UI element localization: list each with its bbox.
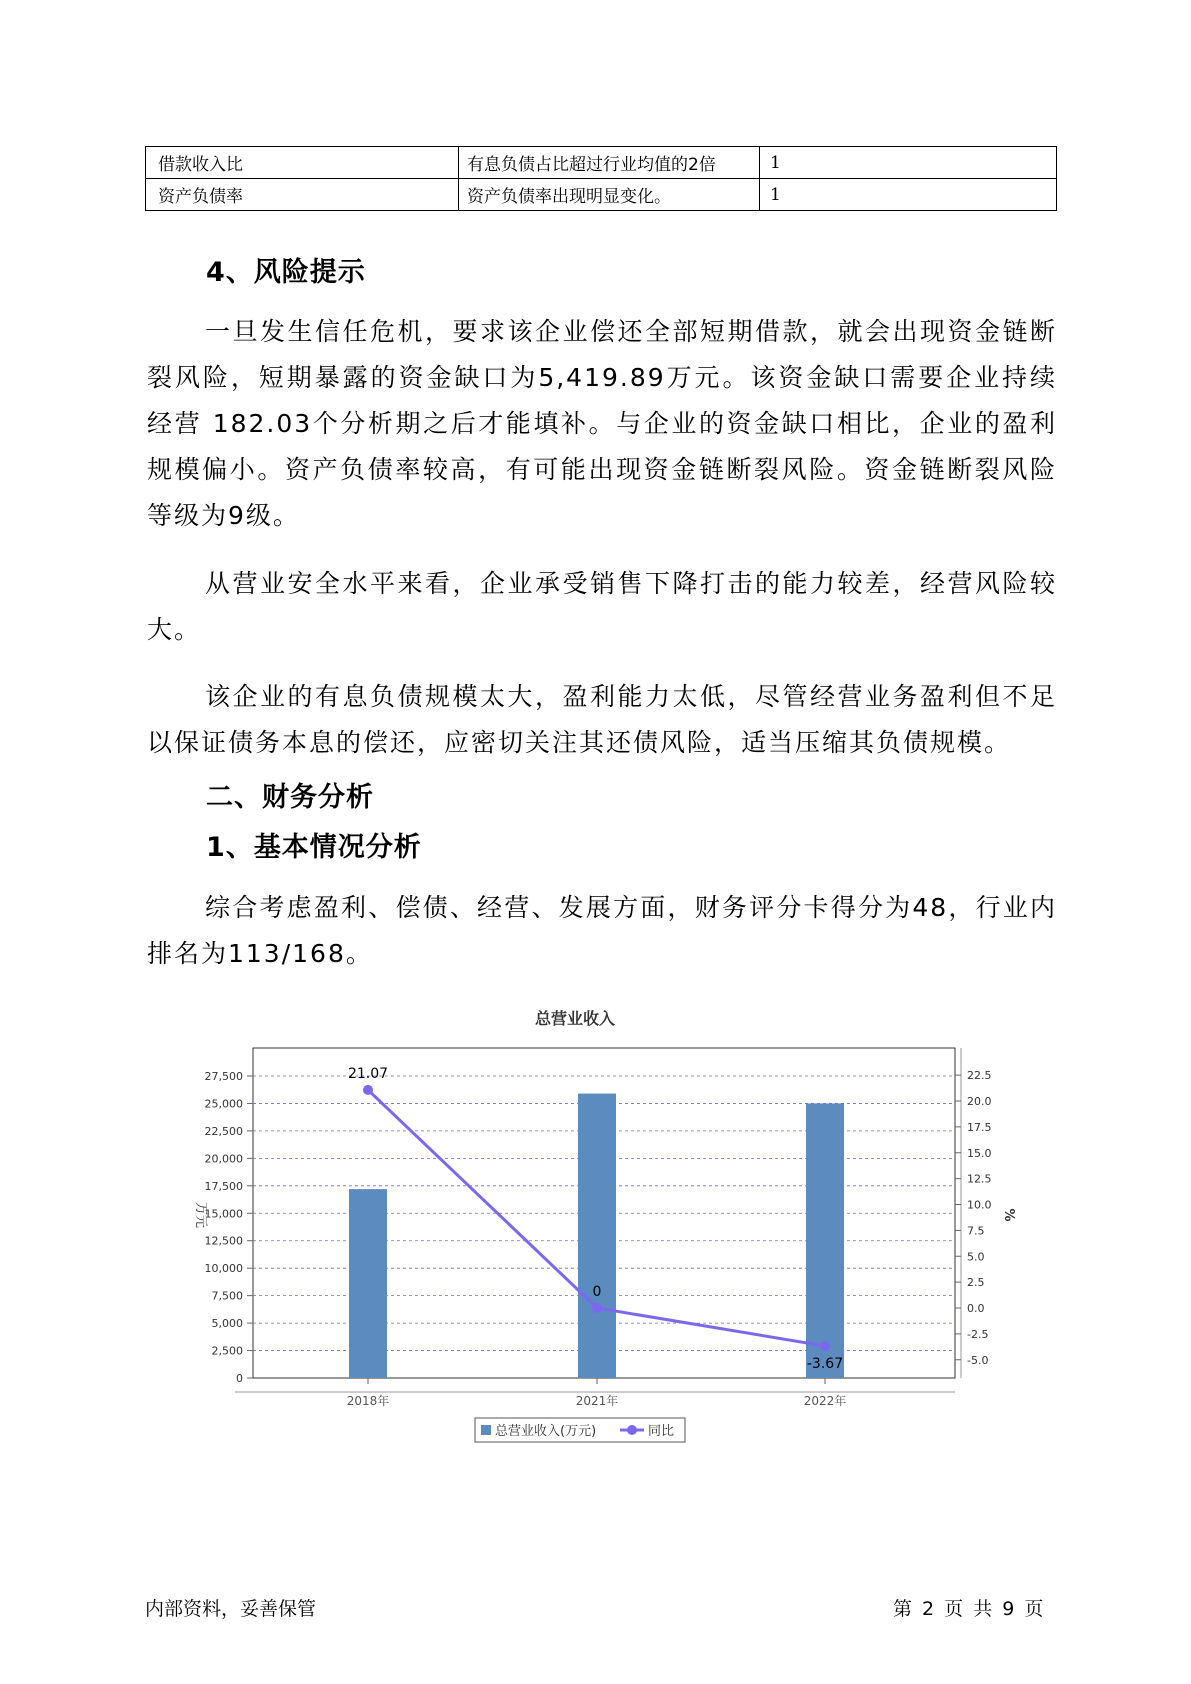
finance-heading: 二、财务分析	[206, 782, 374, 813]
y-right-tick-label: 12.5	[967, 1172, 992, 1186]
legend-swatch-bar	[481, 1425, 491, 1435]
y-right-tick-label: 20.0	[967, 1095, 992, 1108]
table-cell-value: 1	[760, 179, 1057, 211]
basic-analysis-heading: 1、基本情况分析	[206, 832, 422, 863]
risk-paragraph-2: 从营业安全水平来看，企业承受销售下降打击的能力较差，经营风险较大。	[147, 569, 1057, 644]
line-point-yoy	[592, 1303, 602, 1313]
y-tick-label: 7,500	[211, 1289, 243, 1303]
x-tick-label: 2018年	[346, 1394, 390, 1408]
y-right-tick-label: 10.0	[967, 1198, 992, 1212]
y-right-tick-label: -2.5	[967, 1327, 989, 1341]
line-point-yoy	[820, 1341, 830, 1351]
y-right-tick-label: -5.0	[967, 1353, 989, 1367]
basic-analysis-paragraph: 综合考虑盈利、偿债、经营、发展方面，财务评分卡得分为48，行业内排名为113/168。	[147, 893, 1057, 968]
x-tick-label: 2021年	[575, 1394, 619, 1408]
y-right-tick-label: 7.5	[967, 1224, 985, 1238]
bar-total-revenue	[349, 1189, 387, 1378]
footer-page-number: 第 2 页 共 9 页	[893, 1598, 1044, 1620]
y-tick-label: 0	[236, 1372, 243, 1385]
y-tick-label: 27,500	[204, 1070, 243, 1083]
y-right-tick-label: 22.5	[967, 1069, 992, 1083]
line-point-yoy	[363, 1085, 373, 1095]
table-cell-description: 资产负债率出现明显变化。	[459, 179, 760, 211]
y-right-tick-label: 0.0	[967, 1302, 985, 1315]
y-right-tick-label: 17.5	[967, 1120, 992, 1134]
revenue-chart	[175, 1000, 1016, 1460]
risk-paragraph-3: 该企业的有息负债规模太大，盈利能力太低，尽管经营业务盈利但不足以保证债务本息的偿还，应密切关注其还债风险，适当压缩其负债规模。	[147, 682, 1057, 757]
legend-swatch-point	[627, 1425, 637, 1435]
footer-confidential-note: 内部资料，妥善保管	[145, 1598, 317, 1620]
data-label-yoy: 0	[592, 1284, 602, 1300]
chart-title: 总营业收入	[534, 1009, 616, 1028]
y-tick-label: 2,500	[211, 1344, 243, 1358]
data-label-yoy: 21.07	[347, 1065, 389, 1082]
y-right-tick-label: 5.0	[967, 1250, 985, 1264]
table-cell-indicator: 借款收入比	[146, 147, 459, 179]
table-row	[146, 147, 1057, 179]
bar-total-revenue	[578, 1094, 616, 1378]
risk-paragraph-1: 一旦发生信任危机，要求该企业偿还全部短期借款，就会出现资金链断裂风险，短期暴露的资金缺口为5,419.89万元。该资金缺口需要企业持续经营 182.03个分析期之后才能填补。与企业的资金缺口相比，企业的盈利规模偏小。资产负债率较高，有可能出现资金链断裂风险。资金链断裂风险等级为9级。	[147, 317, 1057, 530]
y-right-tick-label: 15.0	[967, 1146, 992, 1160]
table-row	[146, 179, 1057, 211]
table-cell-description: 有息负债占比超过行业均值的2倍	[459, 147, 760, 179]
table-cell-indicator: 资产负债率	[146, 179, 459, 211]
y-tick-label: 22,500	[204, 1124, 243, 1138]
y-tick-label: 12,500	[204, 1234, 243, 1248]
y-tick-label: 25,000	[204, 1097, 243, 1111]
legend-label-bar: 总营业收入(万元)	[495, 1424, 597, 1439]
legend-label-line: 同比	[648, 1424, 675, 1439]
indicator-table	[145, 146, 1057, 211]
table-cell-value: 1	[760, 147, 1057, 179]
y-tick-label: 20,000	[204, 1152, 243, 1166]
y-tick-label: 5,000	[211, 1317, 243, 1331]
y-tick-label: 17,500	[204, 1179, 243, 1193]
x-tick-label: 2022年	[803, 1394, 847, 1408]
y-axis-right-label: %	[1001, 1208, 1016, 1222]
y-right-tick-label: 2.5	[967, 1276, 985, 1290]
y-tick-label: 15,000	[204, 1207, 243, 1221]
data-label-yoy: -3.67	[806, 1355, 844, 1372]
y-axis-label: 万元	[193, 1201, 208, 1229]
risk-heading: 4、风险提示	[206, 257, 366, 288]
y-tick-label: 10,000	[204, 1262, 243, 1276]
bar-total-revenue	[806, 1103, 844, 1378]
